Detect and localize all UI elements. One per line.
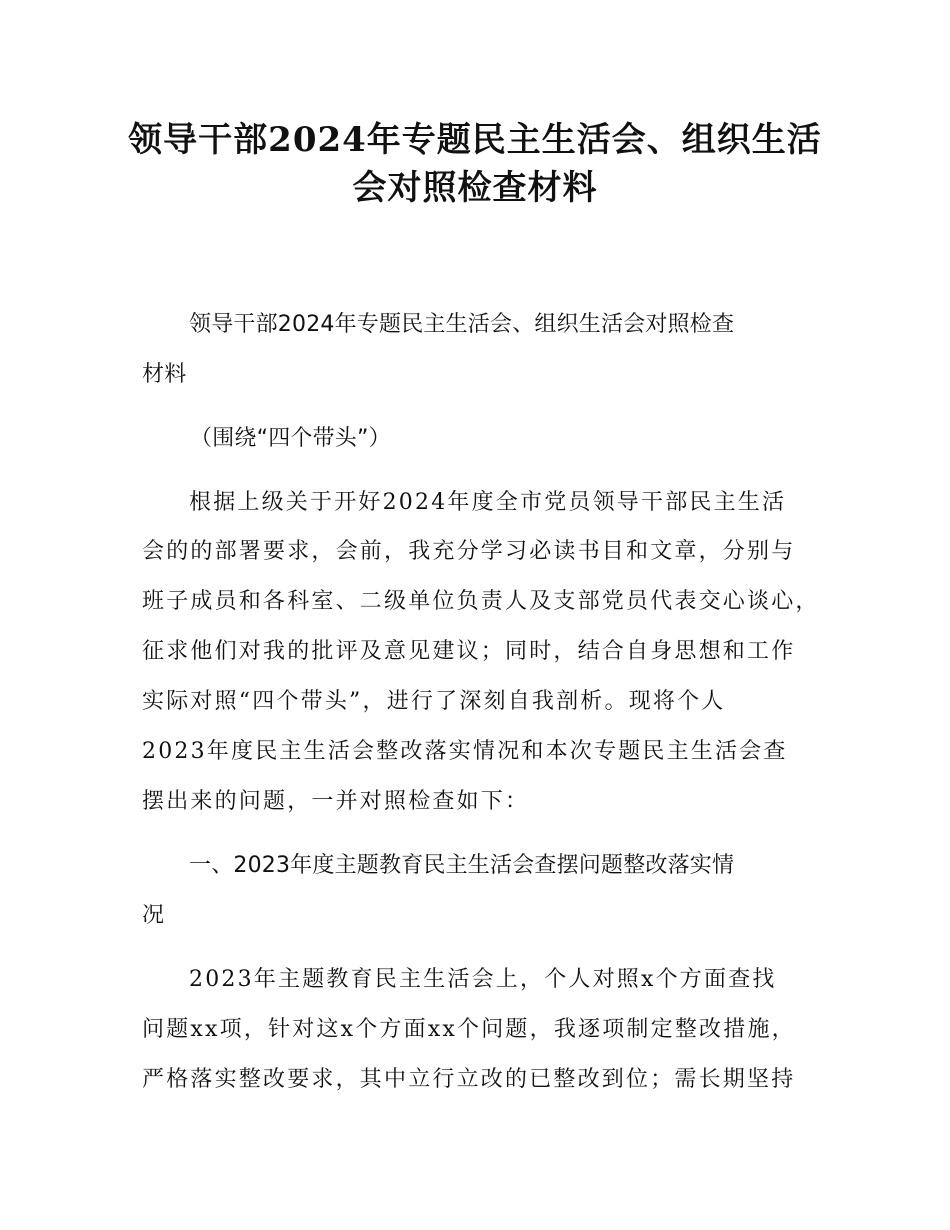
subtitle-line-1: 领导干部2024年专题民主生活会、组织生活会对照检查 [189, 312, 735, 337]
intro-line-5: 实际对照“四个带头”，进行了深刻自我剖析。现将个人 [142, 689, 726, 714]
subtitle-line-2: 材料 [142, 362, 187, 387]
intro-line-1: 根据上级关于开好2024年度全市党员领导干部民主生活 [189, 490, 787, 515]
section1-line-1: 2023年主题教育民主生活会上，个人对照x个方面查找 [189, 967, 777, 992]
document-title-line-1: 领导干部2024年专题民主生活会、组织生活 [128, 120, 822, 160]
section1-line-2: 问题xx项，针对这x个方面xx个问题，我逐项制定整改措施， [142, 1017, 796, 1042]
intro-line-4: 征求他们对我的批评及意见建议；同时，结合自身思想和工作 [142, 639, 796, 664]
intro-line-6: 2023年度民主生活会整改落实情况和本次专题民主生活会查 [142, 739, 788, 764]
intro-line-3: 班子成员和各科室、二级单位负责人及支部党员代表交心谈心， [142, 589, 820, 614]
section1-heading-line-1: 一、2023年度主题教育民主生活会查摆问题整改落实情 [189, 853, 735, 878]
section1-line-3: 严格落实整改要求，其中立行立改的已整改到位；需长期坚持 [142, 1067, 796, 1092]
theme-line: （围绕“四个带头”） [190, 426, 391, 451]
intro-line-2: 会的的部署要求，会前，我充分学习必读书目和文章，分别与 [142, 539, 796, 564]
section1-heading-line-2: 况 [142, 903, 165, 928]
intro-line-7: 摆出来的问题，一并对照检查如下： [142, 789, 530, 814]
document-title-line-2: 会对照检查材料 [352, 168, 598, 208]
